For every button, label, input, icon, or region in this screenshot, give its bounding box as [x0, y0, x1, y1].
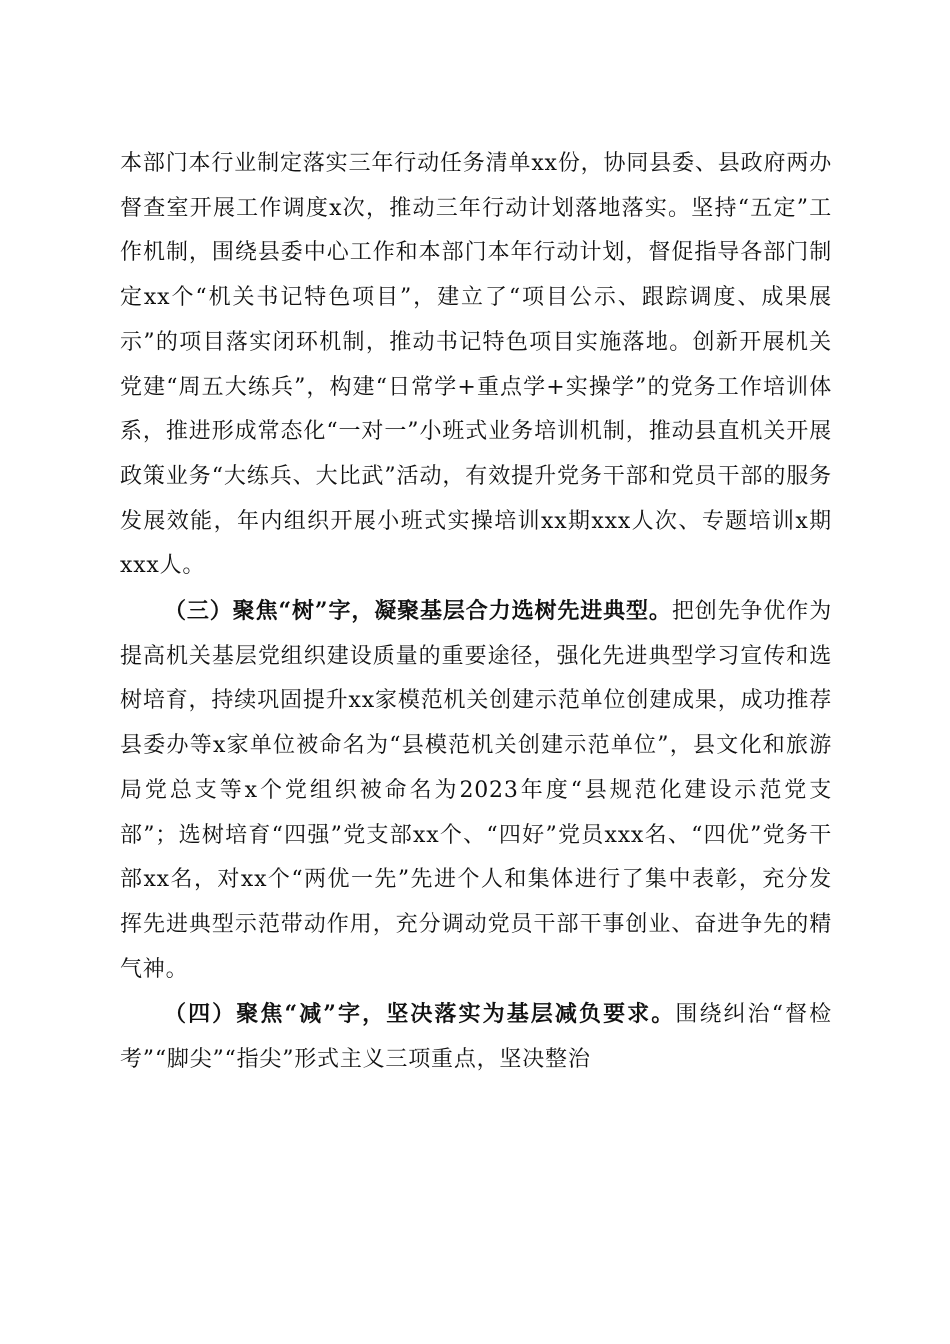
section-heading-3: （三）聚焦“树”字，凝聚基层合力选树先进典型。: [164, 598, 672, 625]
paragraph-section-4: [120, 992, 832, 1082]
section-heading-4: （四）聚焦“减”字，坚决落实为基层减负要求。: [164, 1001, 676, 1028]
paragraph-text: 本部门本行业制定落实三年行动任务清单xx份，协同县委、县政府两办督查室开展工作调度x次，推动三年行动计划落地落实。坚持“五定”工作机制，围绕县委中心工作和本部门本年行动计划，督促指导各部门制定xx个“机关书记特色项目”，建立了“项目公示、跟踪调度、成果展示”的项目落实闭环机制，推动书记特色项目实施落地。创新开展机关党建“周五大练兵”，构建“日常学+重点学+实操学”的党务工作培训体系，推进形成常态化“一对一”小班式业务培训机制，推动县直机关开展政策业务“大练兵、大比武”活动，有效提升党务干部和党员干部的服务发展效能，年内组织开展小班式实操培训xx期xxx人次、专题培训x期xxx人。: [120, 151, 832, 579]
paragraph-text: 围绕纠治“督检考”“脚尖”“指尖”形式主义三项重点，坚决整治: [120, 1002, 832, 1073]
paragraph-section-3: [120, 589, 832, 992]
paragraph-text: 把创先争优作为提高机关基层党组织建设质量的重要途径，强化先进典型学习宣传和选树培育，持续巩固提升xx家模范机关创建示范单位创建成果，成功推荐县委办等x家单位被命名为“县模范机关创建示范单位”，县文化和旅游局党总支等x个党组织被命名为2023年度“县规范化建设示范党支部”；选树培育“四强”党支部xx个、“四好”党员xxx名、“四优”党务干部xx名，对xx个“两优一先”先进个人和集体进行了集中表彰，充分发挥先进典型示范带动作用，充分调动党员干部干事创业、奋进争先的精气神。: [120, 599, 832, 982]
document-body: [120, 142, 832, 1083]
paragraph-continuation: [120, 142, 832, 589]
